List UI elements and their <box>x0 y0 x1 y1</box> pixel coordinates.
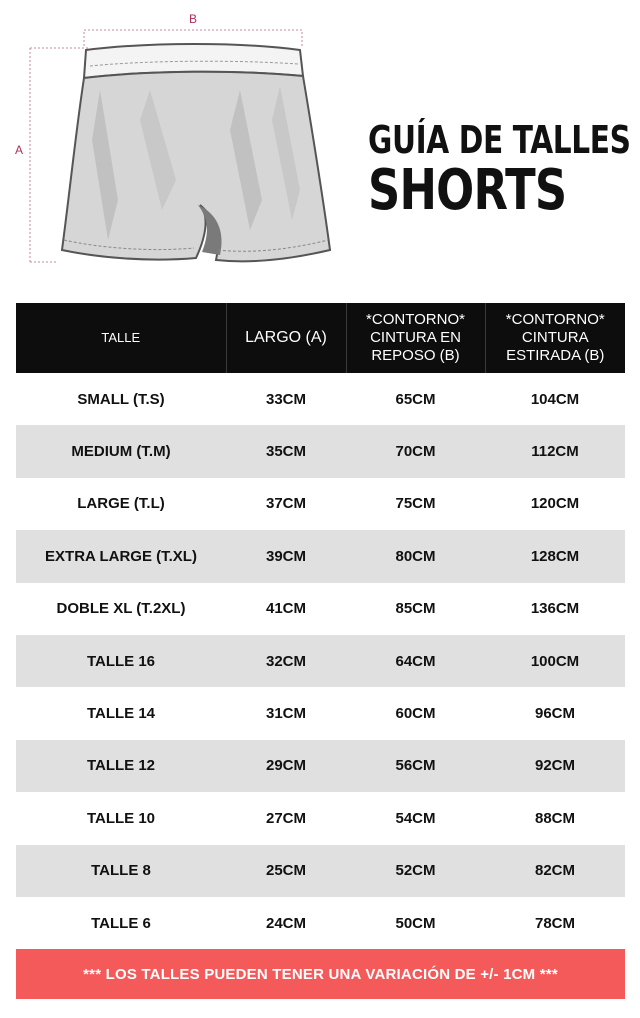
table-cell: 35CM <box>226 425 346 477</box>
header-contorno-reposo: *CONTORNO* CINTURA EN REPOSO (B) <box>346 303 485 373</box>
table-row <box>16 740 625 792</box>
table-cell: 37CM <box>265 495 306 513</box>
table-cell: 88CM <box>534 809 575 827</box>
table-row <box>16 583 625 635</box>
table-cell: 75CM <box>395 495 436 513</box>
hero-section <box>0 0 640 300</box>
table-cell: SMALL (T.S) <box>77 390 165 408</box>
page-title <box>368 118 640 223</box>
table-cell: 41CM <box>265 600 306 618</box>
table-cell: 85CM <box>395 600 436 618</box>
table-row <box>16 897 625 949</box>
table-cell: 128CM <box>485 530 625 582</box>
table-cell: 29CM <box>226 740 346 792</box>
table-cell: TALLE 14 <box>86 705 156 723</box>
table-header-row <box>16 303 625 373</box>
table-row <box>16 635 625 687</box>
title-line-1: GUÍA DE TALLES <box>368 118 631 162</box>
table-row <box>16 845 625 897</box>
table-cell: 65CM <box>395 390 436 408</box>
header-talle: TALLE <box>16 303 226 373</box>
table-cell: 54CM <box>395 809 436 827</box>
table-row <box>16 425 625 477</box>
table-cell: 31CM <box>265 705 306 723</box>
size-table-body <box>16 373 625 949</box>
table-cell: 24CM <box>265 914 306 932</box>
table-cell: LARGE (T.L) <box>77 495 165 513</box>
size-table <box>16 303 625 949</box>
table-cell: TALLE 16 <box>16 635 226 687</box>
table-cell: 112CM <box>485 425 625 477</box>
table-cell: 56CM <box>346 740 485 792</box>
title-line-2: SHORTS <box>368 158 567 223</box>
dimension-label-b: B <box>189 12 198 26</box>
header-contorno-estirada: *CONTORNO* CINTURA ESTIRADA (B) <box>485 303 625 373</box>
variation-note: *** LOS TALLES PUEDEN TENER UNA VARIACIÓN DE +/- 1CM *** <box>16 949 625 999</box>
table-row <box>16 373 625 425</box>
table-cell: 80CM <box>346 530 485 582</box>
table-cell: EXTRA LARGE (T.XL) <box>16 530 226 582</box>
table-cell: TALLE 6 <box>91 914 151 932</box>
dimension-label-a: A <box>15 143 24 157</box>
table-cell: 27CM <box>265 809 306 827</box>
table-cell: MEDIUM (T.M) <box>16 425 226 477</box>
table-cell: TALLE 8 <box>16 845 226 897</box>
table-cell: TALLE 12 <box>16 740 226 792</box>
table-cell: 50CM <box>395 914 436 932</box>
table-row <box>16 530 625 582</box>
table-cell: 92CM <box>485 740 625 792</box>
table-cell: 96CM <box>534 705 575 723</box>
table-cell: 39CM <box>226 530 346 582</box>
table-row <box>16 687 625 739</box>
table-cell: 70CM <box>346 425 485 477</box>
table-cell: 52CM <box>346 845 485 897</box>
table-row <box>16 478 625 530</box>
table-cell: 33CM <box>265 390 306 408</box>
table-cell: 32CM <box>226 635 346 687</box>
table-cell: 104CM <box>530 390 580 408</box>
table-cell: DOBLE XL (T.2XL) <box>56 600 186 618</box>
table-cell: 120CM <box>530 495 580 513</box>
table-cell: 60CM <box>395 705 436 723</box>
table-cell: 100CM <box>485 635 625 687</box>
header-largo: LARGO (A) <box>226 303 346 373</box>
table-cell: 78CM <box>534 914 575 932</box>
table-cell: 64CM <box>346 635 485 687</box>
table-cell: 82CM <box>485 845 625 897</box>
table-cell: 136CM <box>530 600 580 618</box>
table-cell: TALLE 10 <box>86 809 156 827</box>
table-row <box>16 792 625 844</box>
shorts-icon <box>0 0 340 290</box>
table-cell: 25CM <box>226 845 346 897</box>
